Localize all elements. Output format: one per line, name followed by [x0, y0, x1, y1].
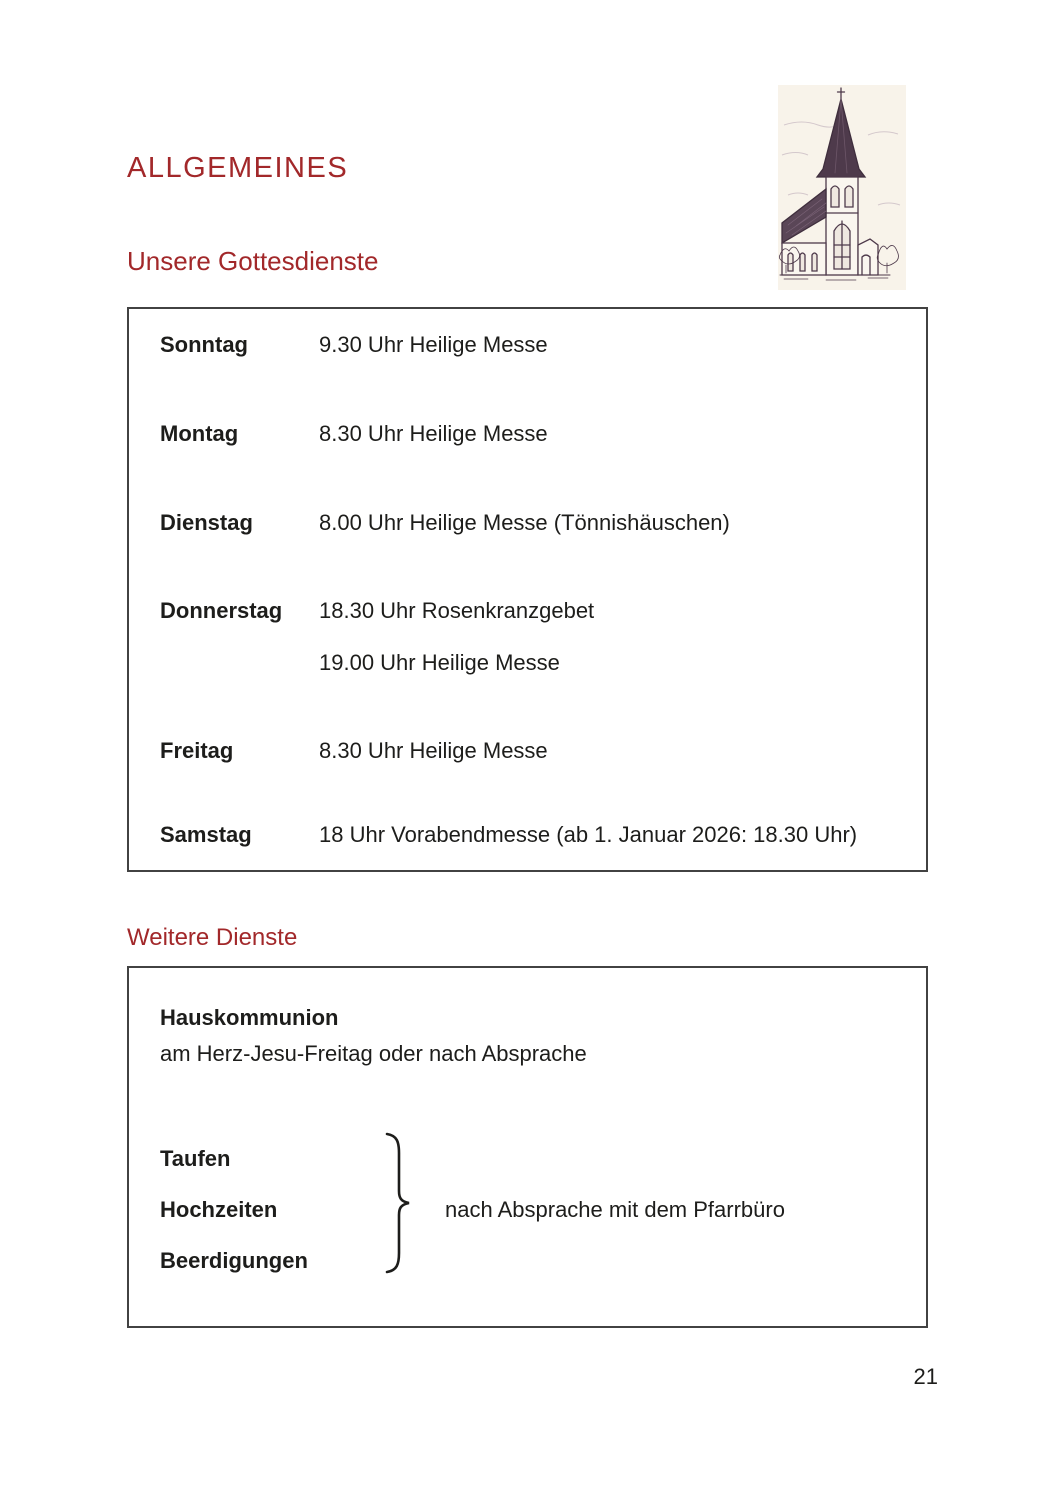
service-time: 18.30 Uhr Rosenkranzgebet	[319, 598, 595, 623]
service-time: 9.30 Uhr Heilige Messe	[319, 332, 548, 357]
hauskommunion-detail: am Herz-Jesu-Freitag oder nach Absprache	[160, 1041, 587, 1066]
bracket-item-hochzeiten: Hochzeiten	[160, 1197, 278, 1222]
other-services-heading: Weitere Dienste	[127, 924, 298, 951]
service-time: 18 Uhr Vorabendmesse (ab 1. Januar 2026: 18.30 Uhr)	[319, 822, 858, 847]
service-day: Montag	[160, 421, 239, 446]
bracket-item-beerdigungen: Beerdigungen	[160, 1248, 308, 1273]
services-heading: Unsere Gottesdienste	[127, 246, 379, 276]
curly-bracket-icon	[383, 1132, 413, 1274]
bracket-note: nach Absprache mit dem Pfarrbüro	[445, 1197, 785, 1222]
bracket-item-taufen: Taufen	[160, 1146, 231, 1171]
service-day: Freitag	[160, 738, 234, 763]
page-title: ALLGEMEINES	[127, 152, 349, 184]
services-box	[127, 307, 928, 872]
service-time: 8.00 Uhr Heilige Messe (Tönnishäuschen)	[319, 510, 730, 535]
page-number: 21	[913, 1364, 938, 1389]
service-day: Dienstag	[160, 510, 253, 535]
service-day: Samstag	[160, 822, 252, 847]
service-time: 8.30 Uhr Heilige Messe	[319, 738, 548, 763]
service-day: Sonntag	[160, 332, 248, 357]
other-services-box	[127, 966, 928, 1328]
service-day: Donnerstag	[160, 598, 283, 623]
church-illustration	[778, 85, 906, 290]
service-time: 19.00 Uhr Heilige Messe	[319, 650, 560, 675]
service-time: 8.30 Uhr Heilige Messe	[319, 421, 548, 446]
hauskommunion-title: Hauskommunion	[160, 1005, 339, 1030]
